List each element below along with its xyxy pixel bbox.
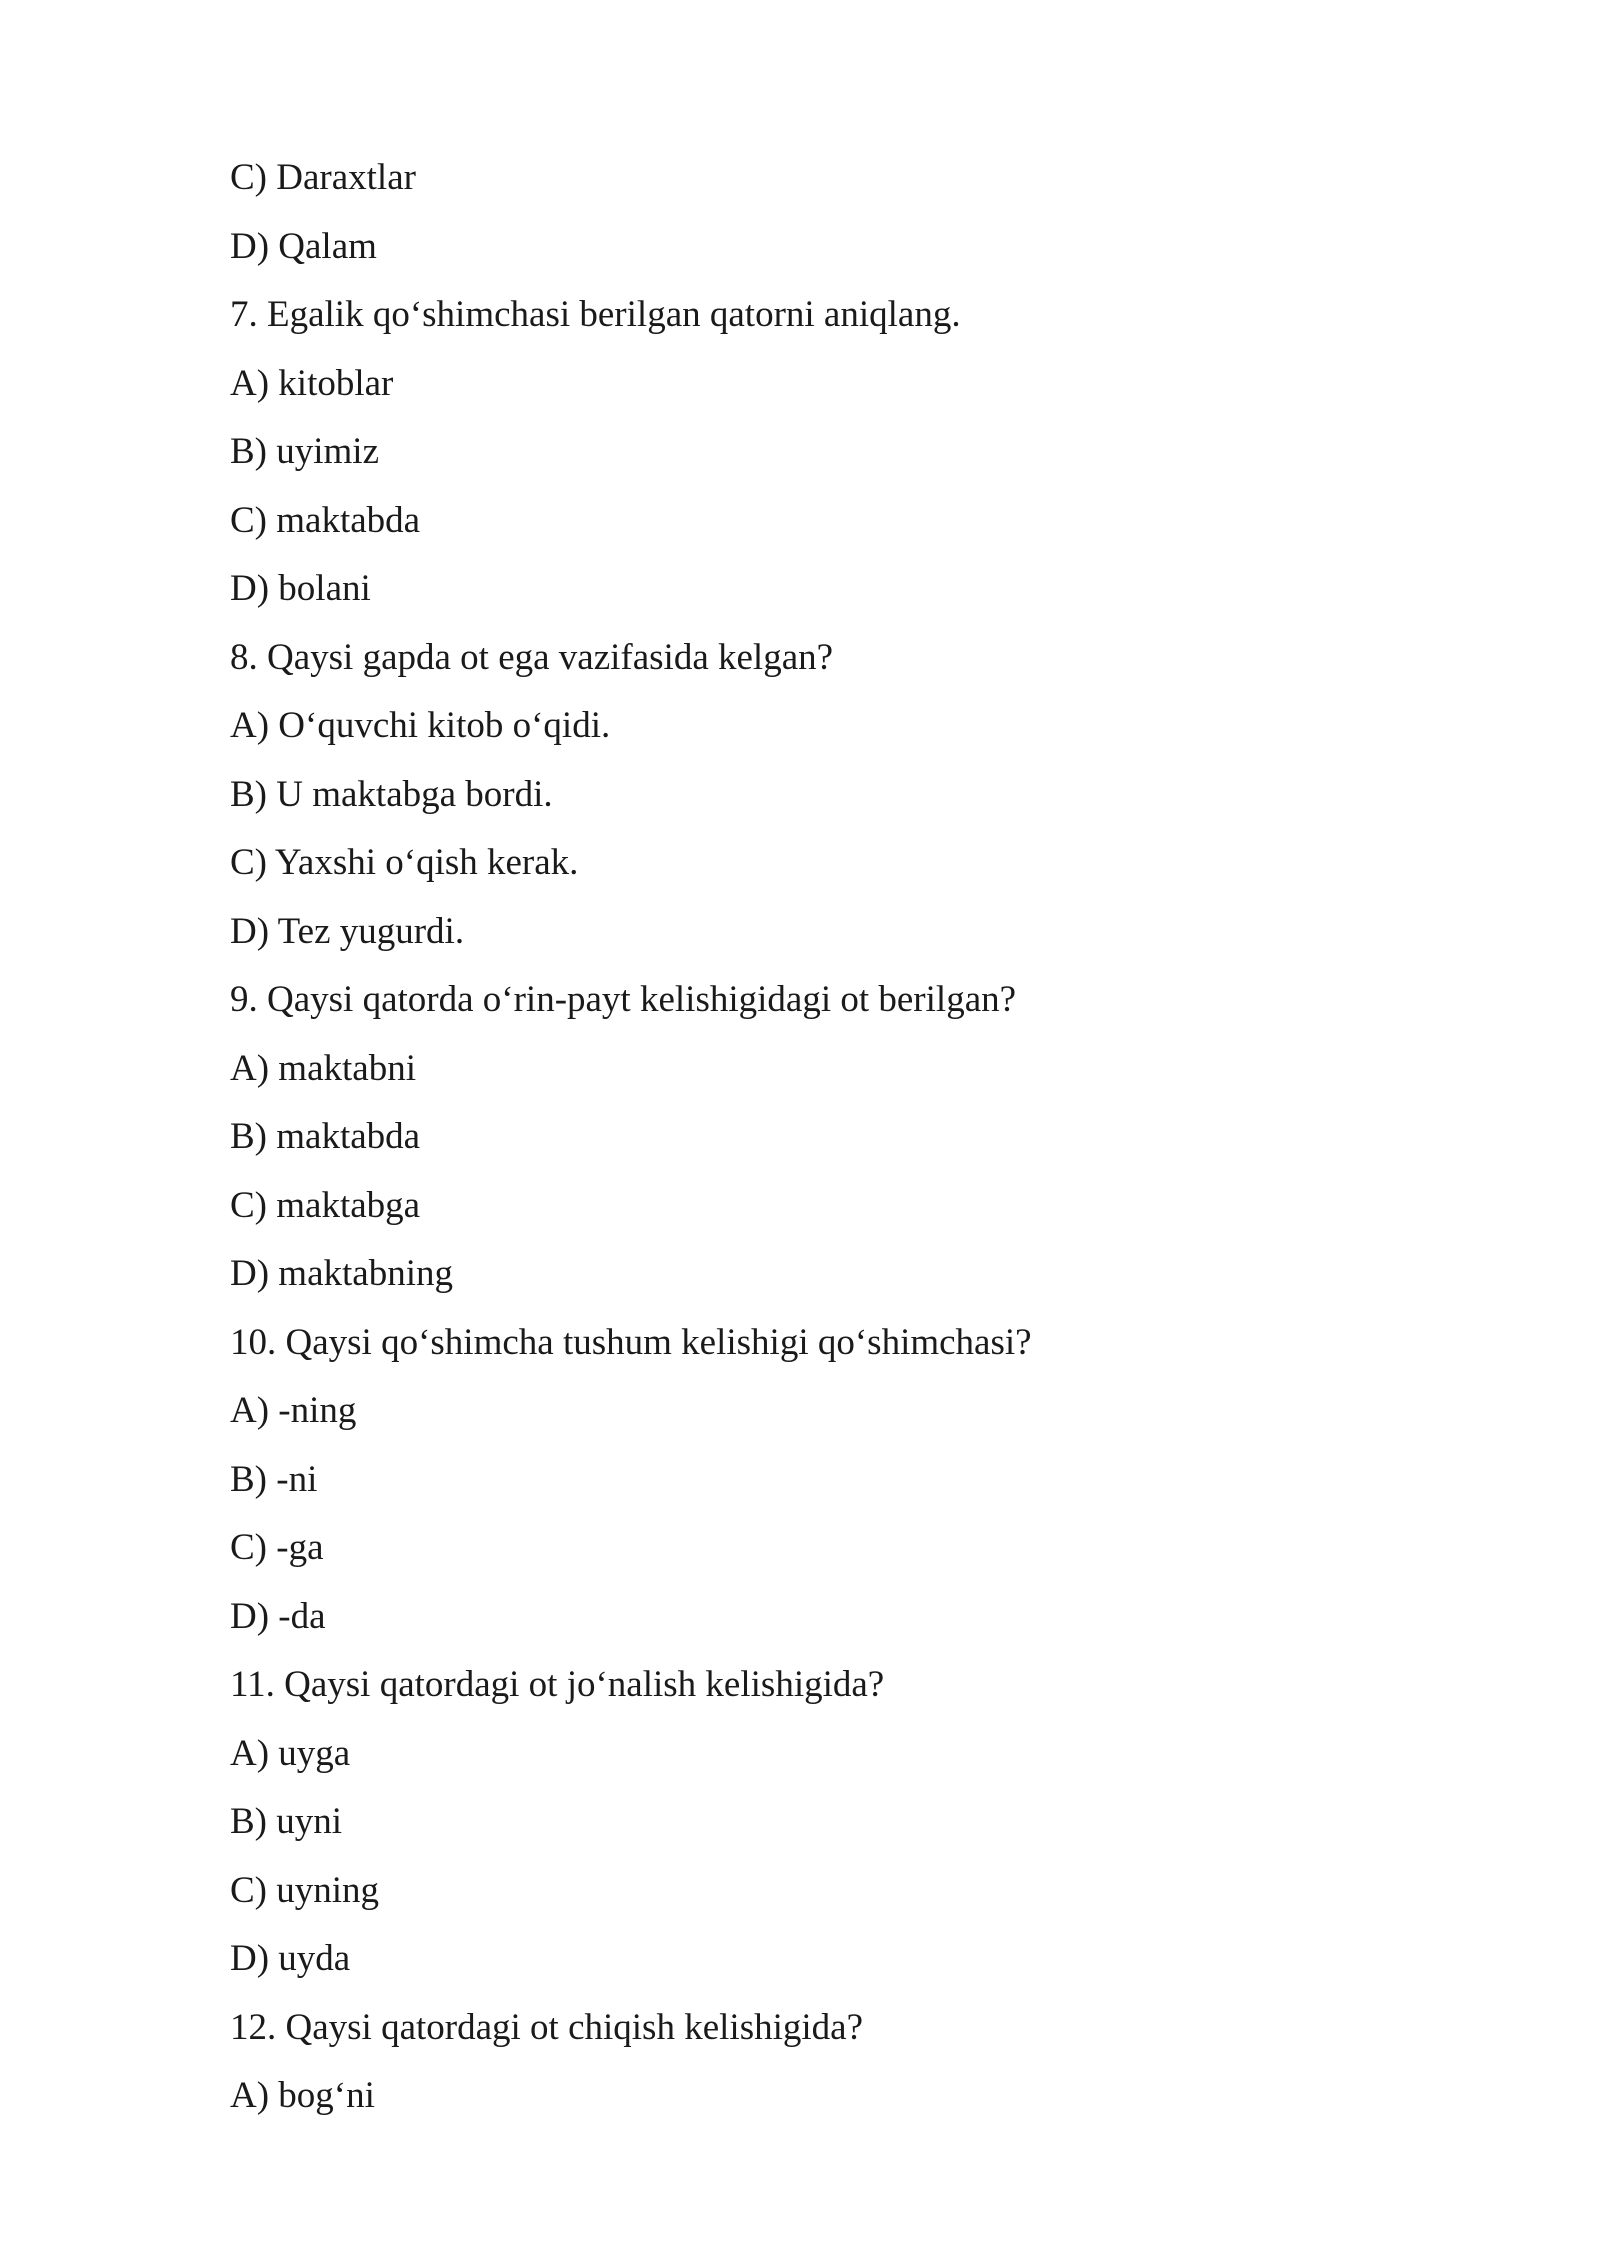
question-8: 8. Qaysi gapda ot ega vazifasida kelgan? <box>230 636 834 678</box>
answer-option: B) uyimiz <box>230 431 380 472</box>
answer-option: C) Daraxtlar <box>230 157 416 198</box>
answer-option: C) maktabda <box>230 499 421 541</box>
answer-option: D) bolani <box>230 568 371 609</box>
question-9: 9. Qaysi qatorda o‘rin-payt kelishigidagi ot berilgan? <box>230 979 1017 1020</box>
document-body <box>230 144 1380 2131</box>
answer-option: A) maktabni <box>230 1047 416 1089</box>
question-10: 10. Qaysi qo‘shimcha tushum kelishigi qo‘shimchasi? <box>230 1321 1032 1363</box>
answer-option: A) uyga <box>230 1732 351 1774</box>
answer-option: D) Qalam <box>230 225 377 267</box>
answer-option: C) maktabga <box>230 1184 421 1226</box>
answer-option: D) Tez yugurdi. <box>230 910 465 952</box>
answer-option: A) kitoblar <box>230 362 394 404</box>
answer-option: A) O‘quvchi kitob o‘qidi. <box>230 705 611 746</box>
answer-option: D) -da <box>230 1595 326 1637</box>
answer-option: C) -ga <box>230 1527 324 1568</box>
answer-option: B) -ni <box>230 1458 318 1500</box>
answer-option: A) bog‘ni <box>230 2075 375 2116</box>
question-7: 7. Egalik qo‘shimchasi berilgan qatorni aniqlang. <box>230 294 961 335</box>
answer-option: D) uyda <box>230 1938 351 1979</box>
answer-option: B) U maktabga bordi. <box>230 773 553 815</box>
answer-option: C) uyning <box>230 1869 380 1911</box>
answer-option: A) -ning <box>230 1390 357 1431</box>
question-11: 11. Qaysi qatordagi ot jo‘nalish kelishigida? <box>230 1664 885 1705</box>
answer-option: D) maktabning <box>230 1253 453 1294</box>
answer-option: B) uyni <box>230 1801 343 1842</box>
answer-option: C) Yaxshi o‘qish kerak. <box>230 842 579 883</box>
question-12: 12. Qaysi qatordagi ot chiqish kelishigida? <box>230 2006 863 2048</box>
answer-option: B) maktabda <box>230 1116 421 1157</box>
